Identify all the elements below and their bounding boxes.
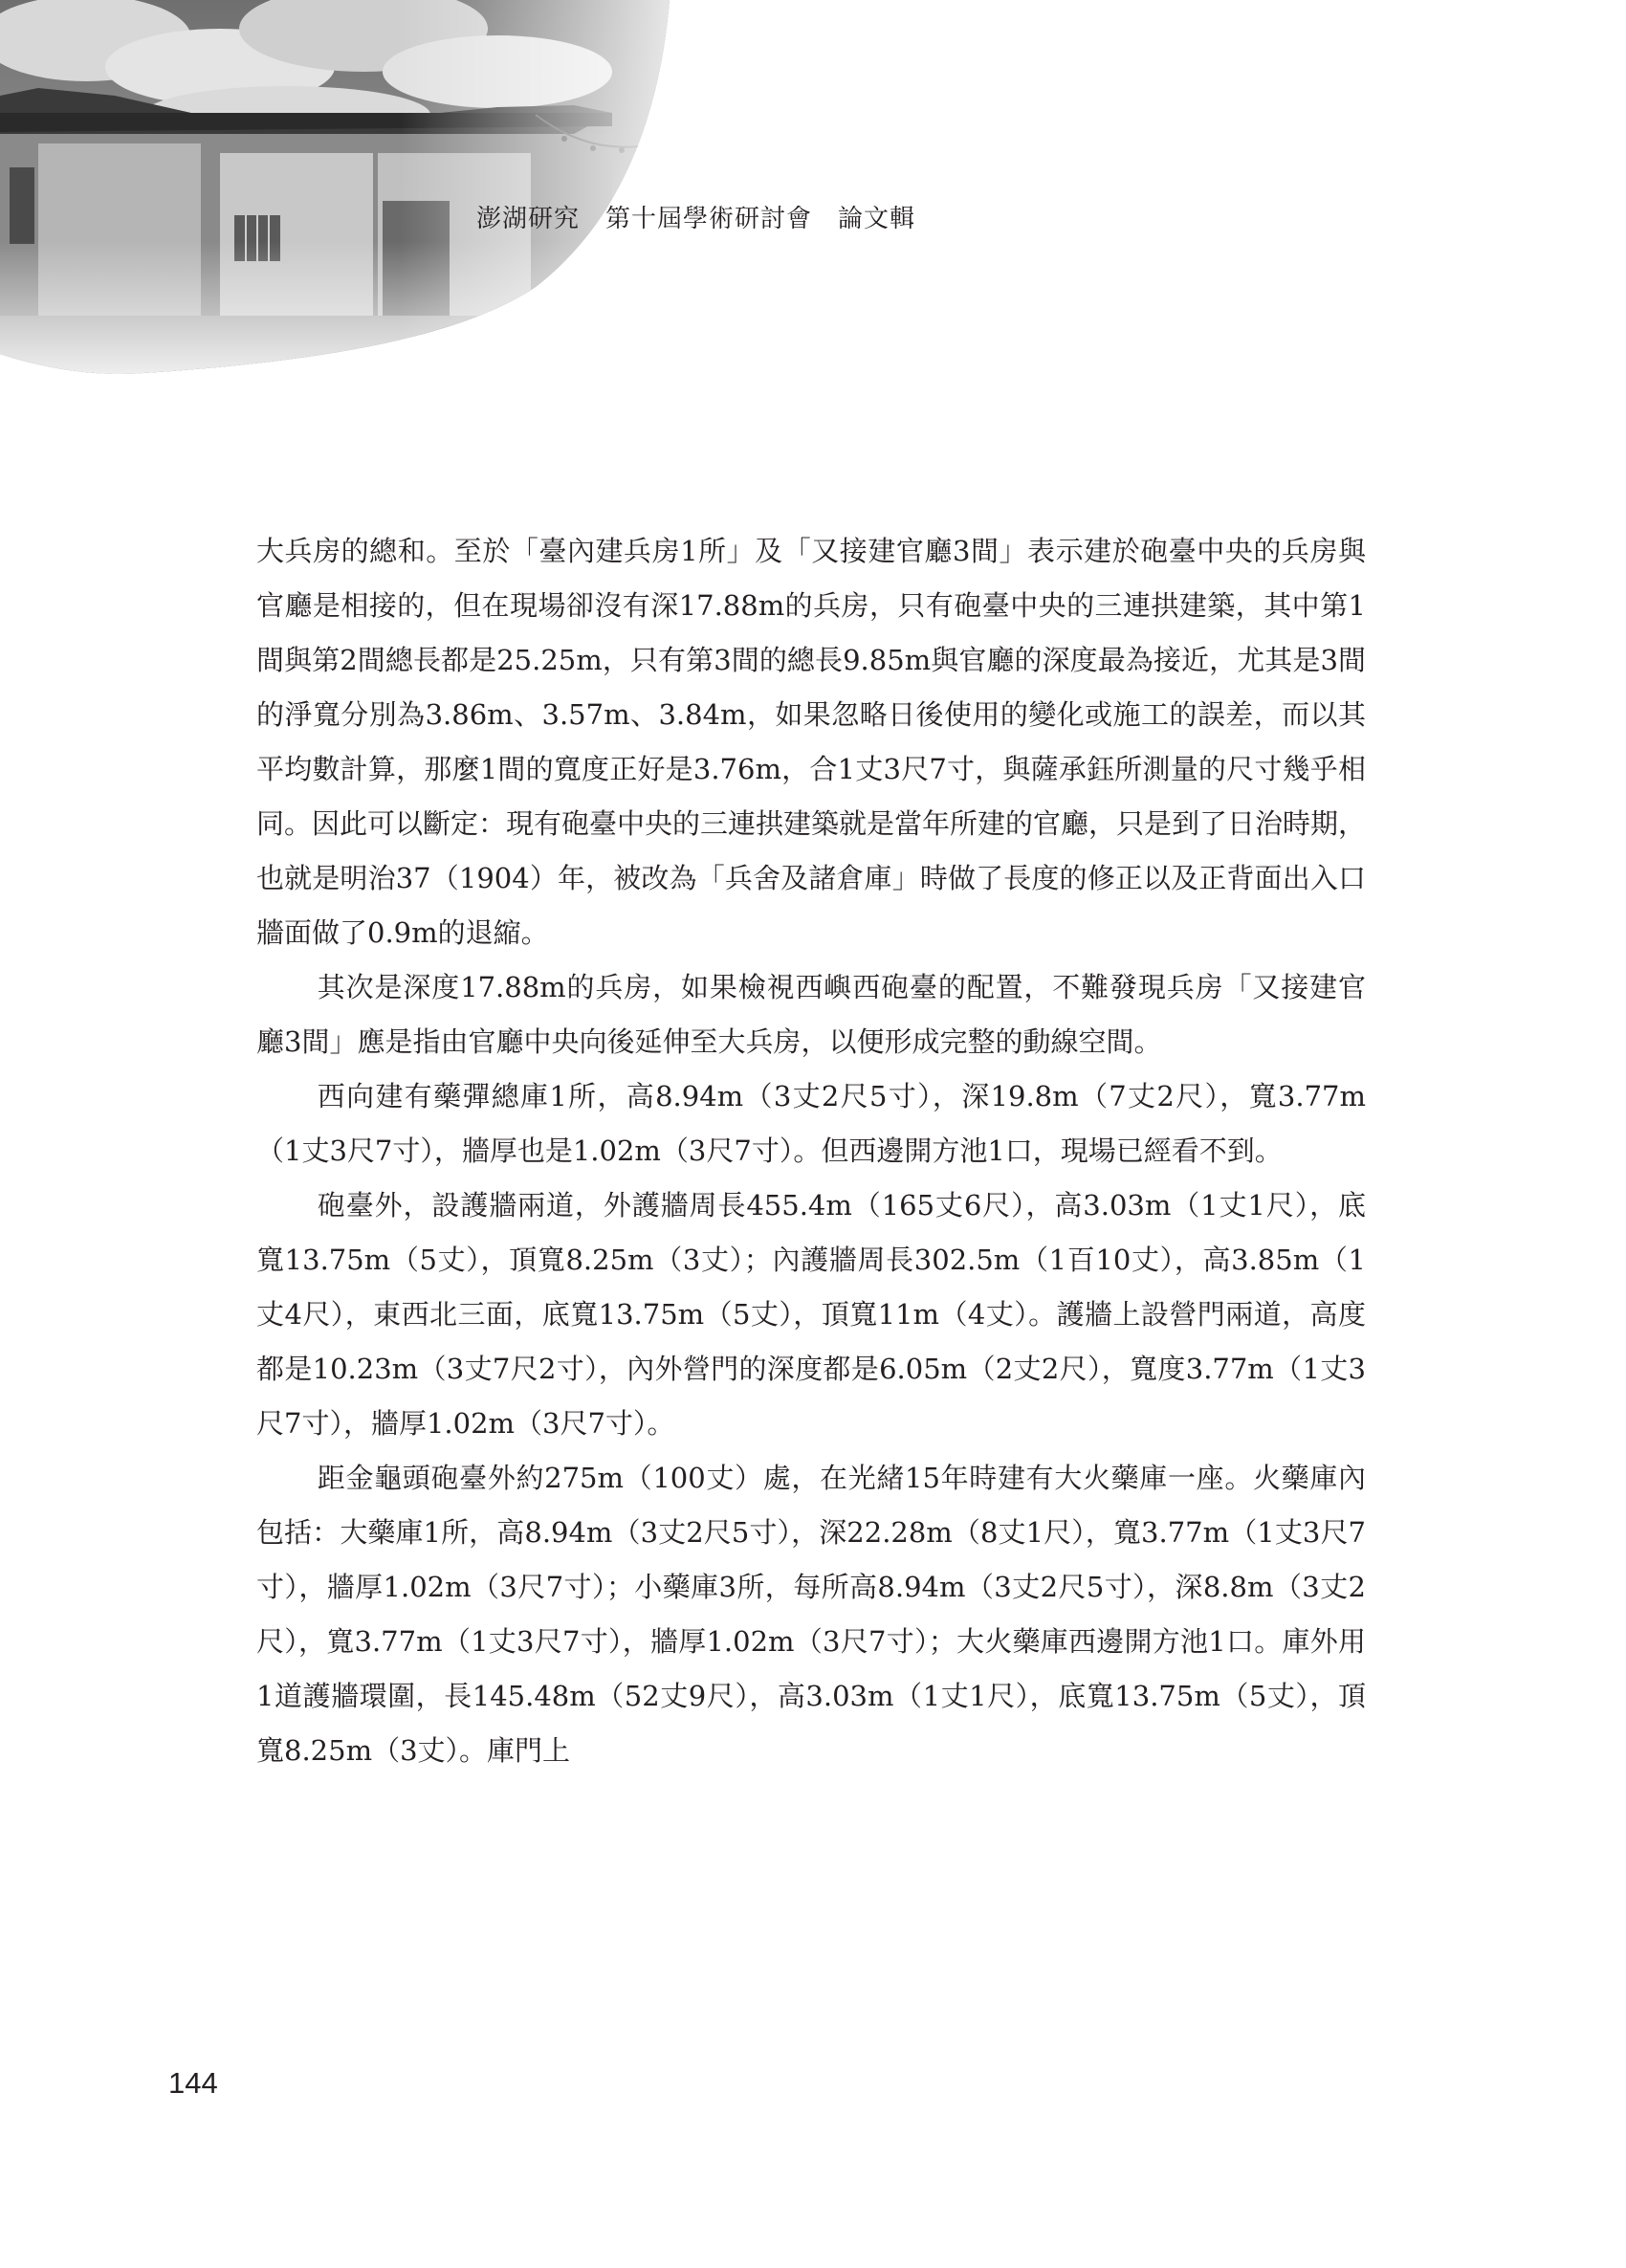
- paragraph: 距金龜頭砲臺外約275m（100丈）處，在光緒15年時建有大火藥庫一座。火藥庫內包括：大藥庫1所，高8.94m（3丈2尺5寸），深22.28m（8丈1尺），寬3.77m（1丈3尺7寸），牆厚1.02m（3尺7寸）；小藥庫3所，每所高8.94m（3丈2尺5寸），深8.8m（3丈2尺），寬3.77m（1丈3尺7寸），牆厚1.02m（3尺7寸）；大火藥庫西邊開方池1口。庫外用1道護牆環圍，長145.48m（52丈9尺），高3.03m（1丈1尺），底寬13.75m（5丈），頂寬8.25m（3丈）。庫門上: [256, 1462, 1366, 1767]
- running-head: 澎湖研究 第十屆學術研討會 論文輯: [476, 205, 916, 233]
- paragraph: 砲臺外，設護牆兩道，外護牆周長455.4m（165丈6尺），高3.03m（1丈1尺），底寬13.75m（5丈），頂寬8.25m（3丈）；內護牆周長302.5m（1百10丈），高3.85m（1丈4尺），東西北三面，底寬13.75m（5丈），頂寬11m（4丈）。護牆上設營門兩道，高度都是10.23m（3丈7尺2寸），內外營門的深度都是6.05m（2丈2尺），寬度3.77m（1丈3尺7寸），牆厚1.02m（3尺7寸）。: [256, 1189, 1366, 1440]
- body-text: [256, 524, 1366, 1778]
- page-number: 144: [168, 2066, 218, 2100]
- paragraph: 其次是深度17.88m的兵房，如果檢視西嶼西砲臺的配置，不難發現兵房「又接建官廳3間」應是指由官廳中央向後延伸至大兵房，以便形成完整的動線空間。: [256, 971, 1366, 1058]
- paragraph: 大兵房的總和。至於「臺內建兵房1所」及「又接建官廳3間」表示建於砲臺中央的兵房與官廳是相接的，但在現場卻沒有深17.88m的兵房，只有砲臺中央的三連拱建築，其中第1間與第2間總長都是25.25m，只有第3間的總長9.85m與官廳的深度最為接近，尤其是3間的淨寬分別為3.86m、3.57m、3.84m，如果忽略日後使用的變化或施工的誤差，而以其平均數計算，那麼1間的寬度正好是3.76m，合1丈3尺7寸，與薩承鈺所測量的尺寸幾乎相同。因此可以斷定：現有砲臺中央的三連拱建築就是當年所建的官廳，只是到了日治時期，也就是明治37（1904）年，被改為「兵舍及諸倉庫」時做了長度的修正以及正背面出入口牆面做了0.9m的退縮。: [256, 535, 1367, 949]
- paragraph: 西向建有藥彈總庫1所，高8.94m（3丈2尺5寸），深19.8m（7丈2尺），寬3.77m（1丈3尺7寸），牆厚也是1.02m（3尺7寸）。但西邊開方池1口，現場已經看不到。: [256, 1080, 1366, 1167]
